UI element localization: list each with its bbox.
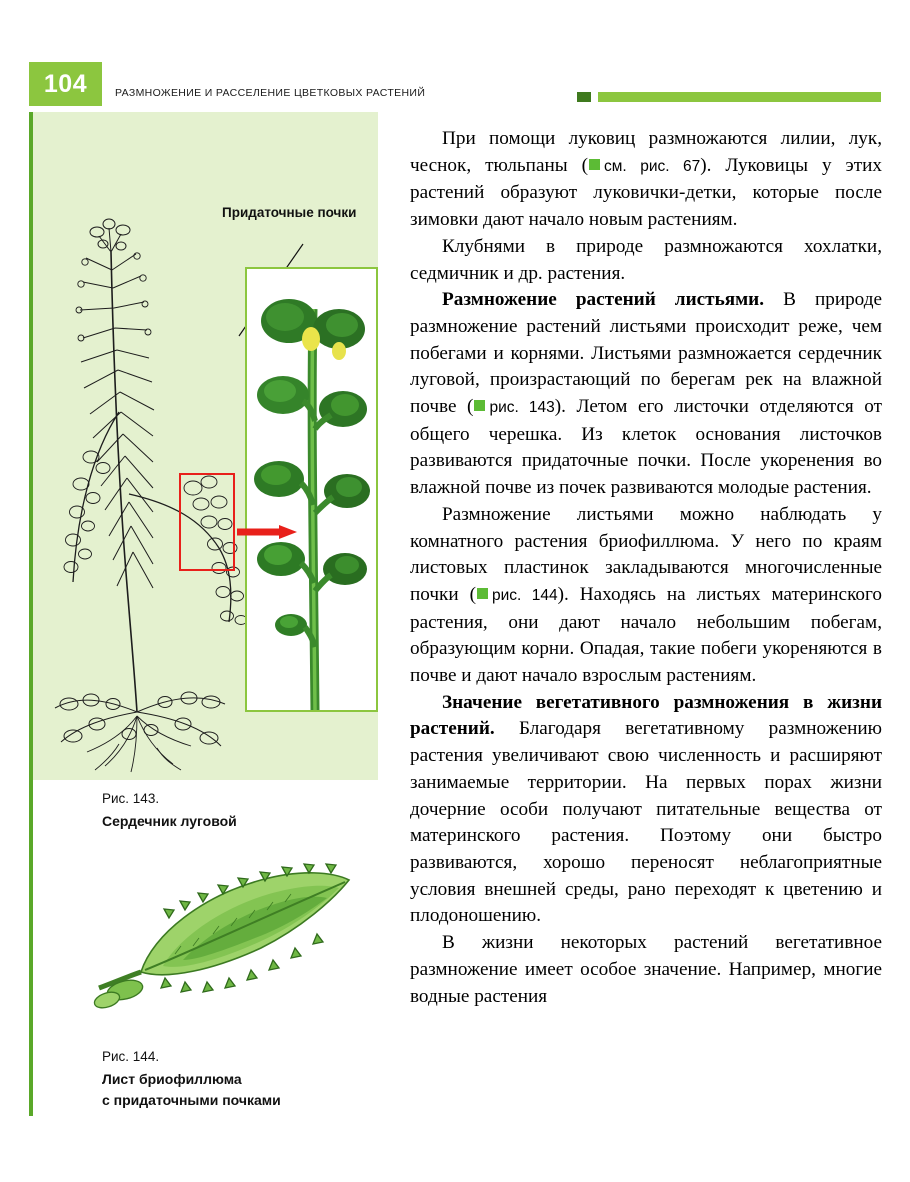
figure-143-number: Рис. 143. <box>102 791 160 806</box>
p1-text-a: При помощи луковиц размножаются лилии, лук, чеснок, тюльпаны ( <box>410 128 882 176</box>
p1-figure-ref: см. рис. 67 <box>604 157 701 175</box>
figure-143-inset-photo <box>245 267 378 712</box>
p3-figure-ref: рис. 143 <box>489 399 555 417</box>
figure-143-caption <box>102 788 378 830</box>
figure-column <box>33 112 378 1110</box>
figure-144-name-line2: с придаточными почками <box>102 1091 281 1108</box>
bryophyllum-leaf-drawing <box>33 842 378 1032</box>
figure-144-name-line1: Лист бриофиллюма <box>102 1071 242 1088</box>
figure-marker-icon <box>477 588 488 599</box>
p4-text-a: Размножение листьями можно наблюдать у комнатного растения бриофиллюма. У него по краям листовых пластинок закладываются многочисленные почки ( <box>410 503 882 605</box>
paragraph-tubers: Клубнями в природе размножаются хохлатки, седмичник и др. растения. <box>410 235 882 284</box>
figure-marker-icon <box>589 159 600 170</box>
paragraph-bryophyllum <box>410 502 882 690</box>
header-accent-bar <box>598 92 881 102</box>
inset-leaf-photo <box>247 269 376 710</box>
paragraph-aquatic-plants: В жизни некоторых растений вегетативное размножение имеет особое значение. Например, многие водные растения <box>410 932 882 1007</box>
p4-text-b: ). Находясь на листьях материнского растения, они дают начало небольшим побегам, образующим корни. Опадая, такие побеги укореняются в почве и дают начало взрослым растениям. <box>410 583 882 687</box>
figure-144-caption <box>102 1046 378 1109</box>
red-arrow-icon <box>237 525 297 539</box>
figure-143-image <box>33 112 378 780</box>
paragraph-leaf-propagation <box>410 287 882 502</box>
p3-text-b: ). Летом его листочки отделяются от общего черешка. Из клеток основания листочков развиваются придаточные почки. После укоренения во влажной почве из почек развиваются молодые растения. <box>410 396 882 499</box>
p4-figure-ref: рис. 144 <box>491 586 558 604</box>
paragraph-significance <box>410 690 882 930</box>
figure-marker-icon <box>474 400 485 411</box>
p5-text: Благодаря вегетативному размножению растения увеличивают свою численность и расширяют занимаемые территории. На первых порах жизни дочерние особи получают питательные вещества от материнского растения. Поэтому они быстро развиваются, хорошо переносят неблагоприятные условия внешней среды, рано переходят к цветению и плодоношению. <box>410 718 882 927</box>
body-text-column <box>410 126 882 1010</box>
figure-143-name: Сердечник луговой <box>102 812 237 829</box>
page-header <box>29 62 881 106</box>
running-title: РАЗМНОЖЕНИЕ И РАССЕЛЕНИЕ ЦВЕТКОВЫХ РАСТЕНИЙ <box>115 87 426 99</box>
page-number: 104 <box>29 62 102 106</box>
figure-144-number: Рис. 144. <box>102 1049 160 1065</box>
header-accent-square <box>577 92 591 102</box>
heading-significance: Значение вегетативного размножения в жизни растений. <box>410 691 882 740</box>
paragraph-bulbs <box>410 126 882 234</box>
figure-143-callout-label: Придаточные почки <box>222 205 357 220</box>
figure-144-image <box>33 842 378 1032</box>
highlight-rectangle <box>179 473 235 571</box>
p1-text-b: ). Луковицы у этих растений образуют луковички-детки, которые после зимовки дают начало новым растениям. <box>410 154 883 231</box>
p3-text-a: В природе размножение растений листьями происходит реже, чем побегами и корнями. Листьями размножается сердечник луговой, произрастающий по берегам рек на влажной почве ( <box>410 289 882 418</box>
heading-leaf-propagation: Размножение растений листьями. <box>442 289 765 311</box>
